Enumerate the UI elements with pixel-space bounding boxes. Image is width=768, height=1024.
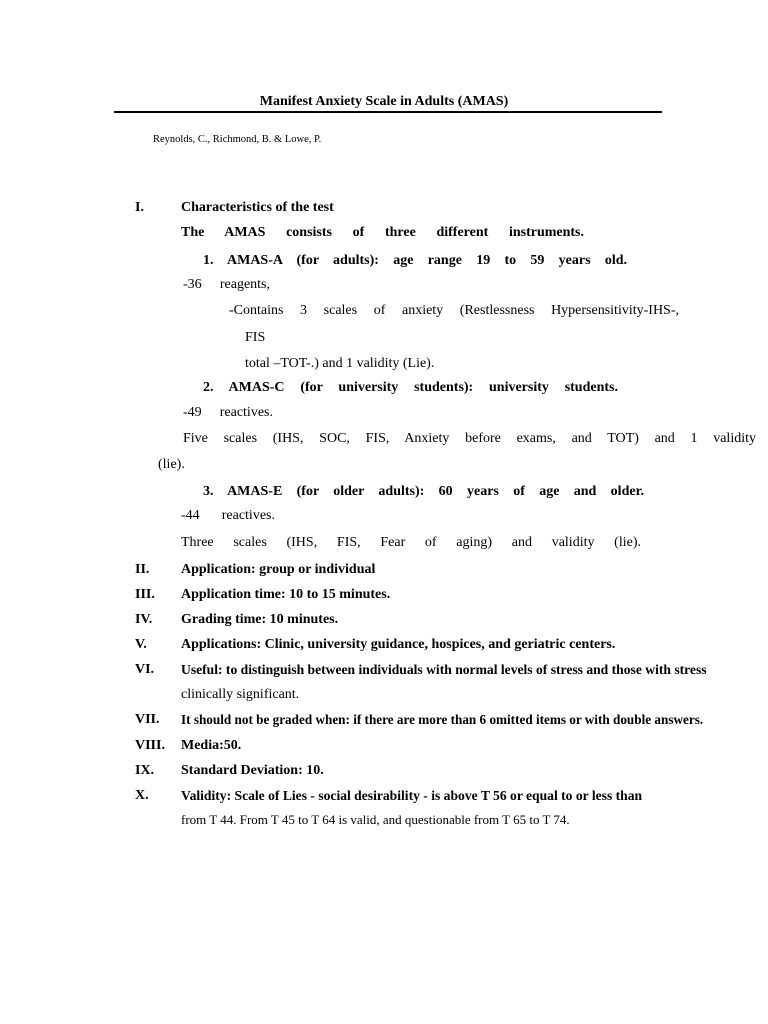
title-underline [114,111,662,113]
amas-e-title: 3. AMAS-E (for older adults): 60 years of age and older. [203,484,644,499]
item-text: Grading time: 10 minutes. [181,612,339,627]
amas-e-scales: Three scales (IHS, FIS, Fear of aging) and validity (lie). [181,535,641,550]
amas-c-title: 2. AMAS-C (for university students): university students. [203,380,618,395]
item-text: It should not be graded when: if there are more than 6 omitted items or with double answers. [181,712,704,727]
item-numeral: VIII. [135,738,165,753]
item-numeral: III. [135,587,155,602]
section-numeral: I. [135,200,144,215]
amas-c-scales-line1: Five scales (IHS, SOC, FIS, Anxiety before exams, and TOT) and 1 validity [183,431,756,446]
amas-c-reactives: -49 reactives. [183,405,273,420]
amas-a-contains-line1: -Contains 3 scales of anxiety (Restlessness Hypersensitivity-IHS-, [229,303,679,318]
document-title: Manifest Anxiety Scale in Adults (AMAS) [259,94,509,109]
section-intro: The AMAS consists of three different instruments. [181,225,584,240]
item-text: Standard Deviation: 10. [181,763,324,778]
item-continuation: clinically significant. [181,687,300,702]
item-text: Media:50. [181,738,242,753]
authors-line: Reynolds, C., Richmond, B. & Lowe, P. [153,134,322,145]
amas-e-reactives: -44 reactives. [181,508,275,523]
section-heading: Characteristics of the test [181,200,334,215]
item-numeral: IV. [135,612,153,627]
item-text: Application: group or individual [181,562,376,577]
amas-c-scales-line2: (lie). [158,457,185,472]
item-text: Validity: Scale of Lies - social desirability - is above T 56 or equal to or less than [181,788,643,803]
item-numeral: IX. [135,763,155,778]
item-numeral: X. [135,788,149,803]
amas-a-contains-line3: total –TOT-.) and 1 validity (Lie). [245,356,435,371]
item-numeral: V. [135,637,147,652]
item-text: Applications: Clinic, university guidance, hospices, and geriatric centers. [181,637,616,652]
amas-a-reagents: -36 reagents, [183,277,270,292]
amas-a-title: 1. AMAS-A (for adults): age range 19 to 59 years old. [203,253,627,268]
item-numeral: VI. [135,662,155,677]
item-numeral: II. [135,562,150,577]
item-text: Application time: 10 to 15 minutes. [181,587,391,602]
item-continuation: from T 44. From T 45 to T 64 is valid, and questionable from T 65 to T 74. [181,812,570,827]
amas-a-contains-line2: FIS [245,330,266,345]
item-numeral: VII. [135,712,160,727]
item-text: Useful: to distinguish between individuals with normal levels of stress and those with stress [181,662,707,677]
